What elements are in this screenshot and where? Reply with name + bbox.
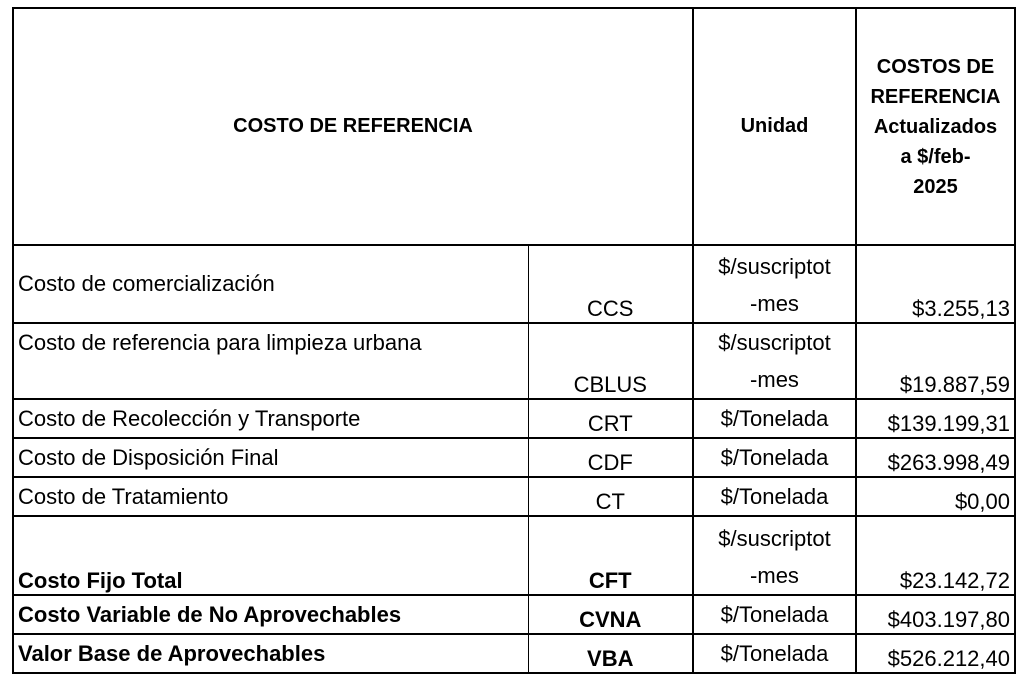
table-row	[13, 399, 1015, 438]
row-unit	[693, 245, 856, 323]
row-unit: $/Tonelada	[693, 399, 856, 438]
header-value-line: a $/feb-	[900, 145, 971, 168]
row-value: $0,00	[856, 477, 1015, 516]
header-row	[13, 8, 1015, 245]
row-unit	[693, 516, 856, 595]
row-name: Costo Fijo Total	[13, 516, 528, 595]
row-name: Costo de Disposición Final	[13, 438, 528, 477]
header-title: COSTO DE REFERENCIA	[13, 8, 693, 245]
row-code: CRT	[528, 399, 693, 438]
row-name: Costo de Recolección y Transporte	[13, 399, 528, 438]
table-row	[13, 595, 1015, 634]
table-row	[13, 438, 1015, 477]
row-unit: $/Tonelada	[693, 438, 856, 477]
row-unit-line: -mes	[750, 291, 799, 316]
row-name: Costo de Tratamiento	[13, 477, 528, 516]
row-code: CCS	[528, 245, 693, 323]
row-unit-line: -mes	[750, 367, 799, 392]
row-code: CFT	[528, 516, 693, 595]
row-value: $139.199,31	[856, 399, 1015, 438]
header-unit: Unidad	[693, 8, 856, 245]
row-value: $263.998,49	[856, 438, 1015, 477]
row-value: $23.142,72	[856, 516, 1015, 595]
header-value-line: 2025	[913, 175, 958, 198]
header-value-line: Actualizados	[873, 115, 998, 138]
header-value-line: COSTOS DE	[876, 55, 995, 78]
table-row	[13, 245, 1015, 323]
row-unit: $/Tonelada	[693, 477, 856, 516]
row-unit: $/Tonelada	[693, 595, 856, 634]
row-value: $403.197,80	[856, 595, 1015, 634]
table-row	[13, 323, 1015, 399]
row-name: Costo de comercialización	[13, 245, 528, 323]
row-unit	[693, 323, 856, 399]
reference-cost-table	[12, 7, 1016, 674]
row-unit: $/Tonelada	[693, 634, 856, 673]
row-code: CBLUS	[528, 323, 693, 399]
row-unit-line: $/suscriptot	[718, 254, 831, 279]
row-code: VBA	[528, 634, 693, 673]
row-name: Costo Variable de No Aprovechables	[13, 595, 528, 634]
row-value: $19.887,59	[856, 323, 1015, 399]
row-code: CDF	[528, 438, 693, 477]
header-value	[856, 8, 1015, 245]
header-value-line: REFERENCIA	[870, 85, 1001, 108]
table-row	[13, 516, 1015, 595]
row-name: Costo de referencia para limpieza urbana	[13, 323, 528, 399]
row-unit-line: $/suscriptot	[718, 526, 831, 551]
row-value: $3.255,13	[856, 245, 1015, 323]
row-code: CT	[528, 477, 693, 516]
table-row	[13, 634, 1015, 673]
row-name: Valor Base de Aprovechables	[13, 634, 528, 673]
row-unit-line: $/suscriptot	[718, 330, 831, 355]
row-value: $526.212,40	[856, 634, 1015, 673]
table-row	[13, 477, 1015, 516]
row-code: CVNA	[528, 595, 693, 634]
row-unit-line: -mes	[750, 563, 799, 588]
